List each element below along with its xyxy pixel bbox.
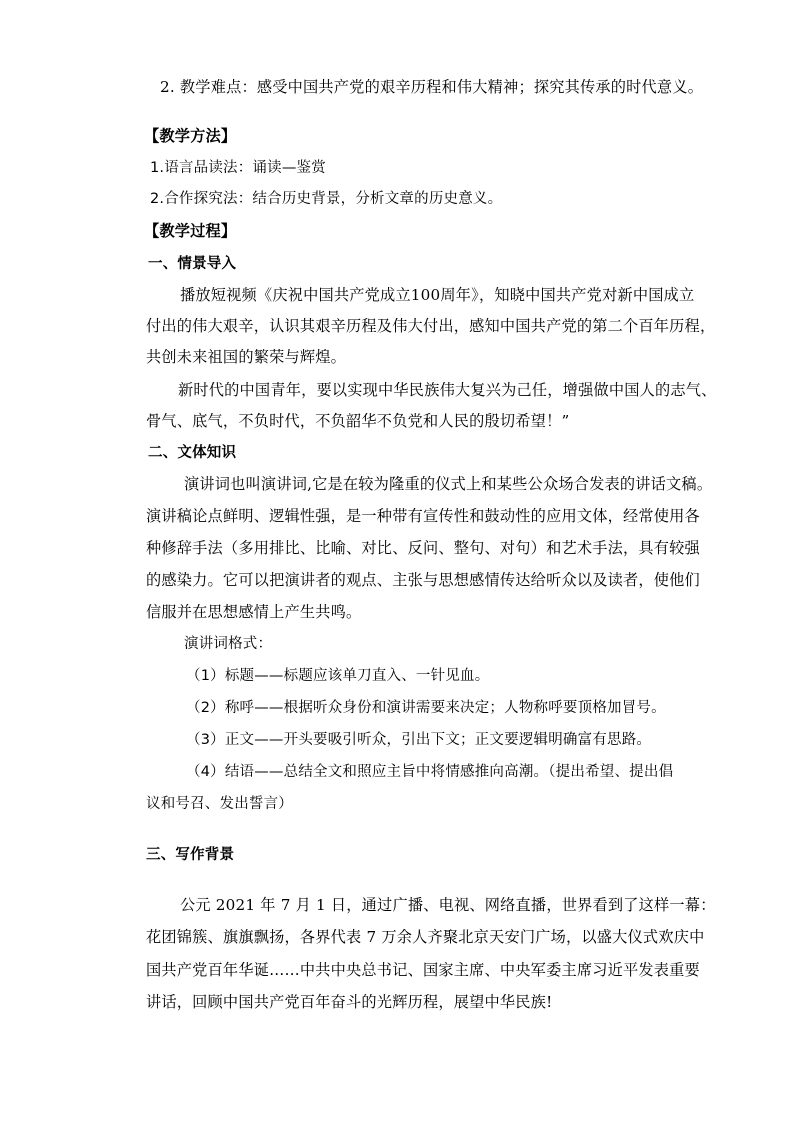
section2-line-1: 演讲词也叫演讲词,它是在较为隆重的仪式上和某些公众场合发表的讲话文稿。 bbox=[184, 475, 713, 493]
teaching-difficulty-line: 2. 教学难点：感受中国共产党的艰辛历程和伟大精神；探究其传承的时代意义。 bbox=[160, 78, 704, 96]
format-item-body: （3）正文——开头要吸引听众，引出下文；正文要逻辑明确富有思路。 bbox=[186, 732, 652, 748]
section2-heading: 二、文体知识 bbox=[148, 445, 237, 461]
section3-line-1: 公元 2021 年 7 月 1 日，通过广播、电视、网络直播，世界看到了这样一幕： bbox=[180, 896, 716, 914]
section1-heading: 一、情景导入 bbox=[148, 256, 237, 272]
section1-line-5: 骨气、底气，不负时代，不负韶华不负党和人民的殷切希望！” bbox=[146, 412, 570, 430]
format-item-address: （2）称呼——根据听众身份和演讲需要来决定；人物称呼要顶格加冒号。 bbox=[186, 700, 666, 716]
section2-line-4: 的感染力。它可以把演讲者的观点、主张与思想感情传达给听众以及读者，使他们 bbox=[146, 571, 700, 589]
section2-line-5: 信服并在思想感情上产生共鸣。 bbox=[146, 603, 362, 621]
section1-line-1: 播放短视频《庆祝中国共产党成立100周年》，知晓中国共产党对新中国成立 bbox=[180, 286, 695, 304]
section3-heading: 三、写作背景 bbox=[146, 847, 235, 863]
teaching-process-heading: 【教学过程】 bbox=[144, 222, 237, 240]
format-item-conclusion: （4）结语——总结全文和照应主旨中将情感推向高潮。（提出希望、提出倡 bbox=[186, 764, 674, 780]
section2-line-3: 种修辞手法（多用排比、比喻、对比、反问、整句、对句）和艺术手法，具有较强 bbox=[146, 539, 700, 557]
teaching-methods-heading: 【教学方法】 bbox=[144, 127, 237, 145]
format-item-title: （1）标题——标题应该单刀直入、一针见血。 bbox=[186, 668, 490, 684]
section3-line-3: 国共产党百年华诞……中共中央总书记、国家主席、中央军委主席习近平发表重要 bbox=[146, 961, 700, 979]
section1-line-3: 共创未来祖国的繁荣与辉煌。 bbox=[146, 348, 347, 366]
section3-line-2: 花团锦簇、旗旗飘扬，各界代表 7 万余人齐聚北京天安门广场，以盛大仪式欢庆中 bbox=[146, 928, 705, 946]
method-item-1: 1.语言品读法：诵读—鉴赏 bbox=[150, 160, 326, 176]
speech-format-label: 演讲词格式： bbox=[184, 636, 273, 652]
section1-line-4: 新时代的中国青年，要以实现中华民族伟大复兴为己任，增强做中国人的志气、 bbox=[178, 381, 717, 399]
section1-line-2: 付出的伟大艰辛，认识其艰辛历程及伟大付出，感知中国共产党的第二个百年历程， bbox=[146, 317, 716, 335]
section2-line-2: 演讲稿论点鲜明、逻辑性强，是一种带有宣传性和鼓动性的应用文体，经常使用各 bbox=[146, 507, 700, 525]
section3-line-4: 讲话，回顾中国共产党百年奋斗的光辉历程，展望中华民族! bbox=[146, 993, 553, 1011]
format-item-conclusion-cont: 议和号召、发出誓言） bbox=[146, 796, 293, 812]
method-item-2: 2.合作探究法：结合历史背景，分析文章的历史意义。 bbox=[150, 191, 503, 207]
